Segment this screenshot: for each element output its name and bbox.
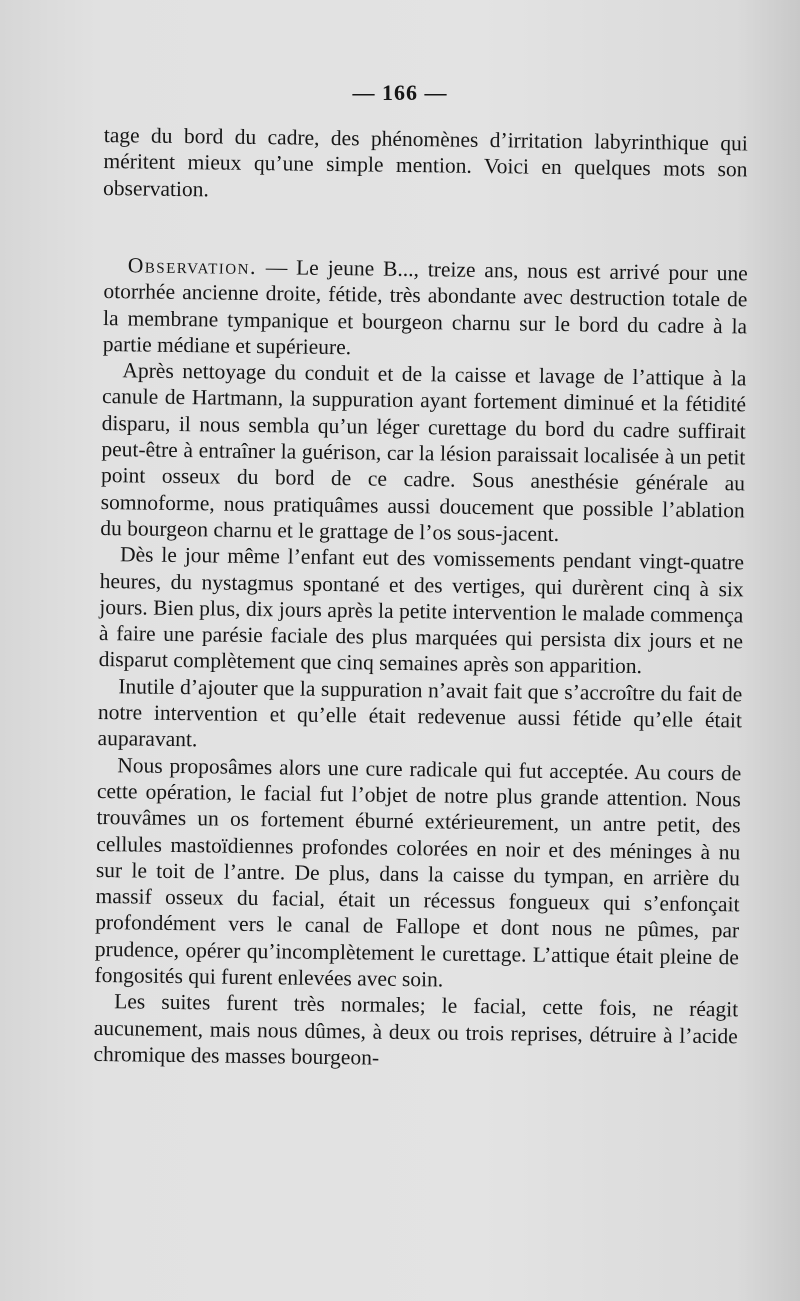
observation-paragraph [103, 252, 748, 366]
intro-paragraph: tage du bord du cadre, des phénomènes d’irritation labyrinthique qui méritent mieux qu’une simple mention. Voici en quelques mots son observation. [102, 122, 748, 201]
page-number: — 166 — [352, 80, 448, 105]
paragraph-3: Inutile d’ajouter que la suppuration n’avait fait que s’accroître du fait de notre intervention et qu’elle était redevenue aussi fétide qu’elle était auparavant. [97, 673, 743, 752]
paragraph-5: Les suites furent très normales; le facial, cette fois, ne réagit aucunement, mais nous dûmes, à deux ou trois reprises, détruire à l’acide chromique des masses bourgeon- [93, 989, 739, 1070]
observation-block [93, 252, 748, 1076]
paragraph-4: Nous proposâmes alors une cure radicale qui fut acceptée. Au cours de cette opération, le facial fut l’objet de notre plus grande attention. Nous trouvâmes un os fortement éburné extérieurement, un antre petit, des cellules mastoïdiennes profondes colorées en noir et des méninges à nu sur le toit de l’antre. De plus, dans la caisse du tympan, en arrière du massif osseux du facial, était un récessus fongueux qui s’enfonçait profondément vers le canal de Fallope et dont nous ne pûmes, par prudence, opérer qu’incomplètement le curettage. L’attique était pleine de fongosités qui furent enlevées avec soin. [94, 752, 742, 992]
paragraph-2: Dès le jour même l’enfant eut des vomissements pendant vingt-quatre heures, du nystagmus spontané et des vertiges, qui durèrent cinq à six jours. Bien plus, dix jours après la petite intervention le malade commença à faire une parésie faciale des plus marquées qui persista dix jours et ne disparut complètement que cinq semaines après son apparition. [98, 542, 745, 679]
intro-block [103, 122, 748, 209]
observation-heading: Observation. [127, 253, 258, 280]
paragraph-1: Après nettoyage du conduit et de la caisse et lavage de l’attique à la canule de Hartmann, la suppuration ayant fortement diminué et la fétidité disparu, il nous sembla qu’un léger curettage du bord du cadre suffirait peut-être à entraîner la guérison, car la lésion paraissait localisée à un petit point osseux du bord de ce cadre. Sous anesthésie générale au somnoforme, nous pratiquâmes aussi doucement que possible l’ablation du bourgeon charnu et le grattage de l’os sous-jacent. [100, 358, 747, 546]
observation-text: — Le jeune B..., treize ans, nous est arrivé pour une otorrhée ancienne droite, fétide, très abondante avec destruction totale de la membrane tympanique et bourgeon charnu sur le bord du cadre à la partie médiane et supérieure. [102, 255, 748, 360]
